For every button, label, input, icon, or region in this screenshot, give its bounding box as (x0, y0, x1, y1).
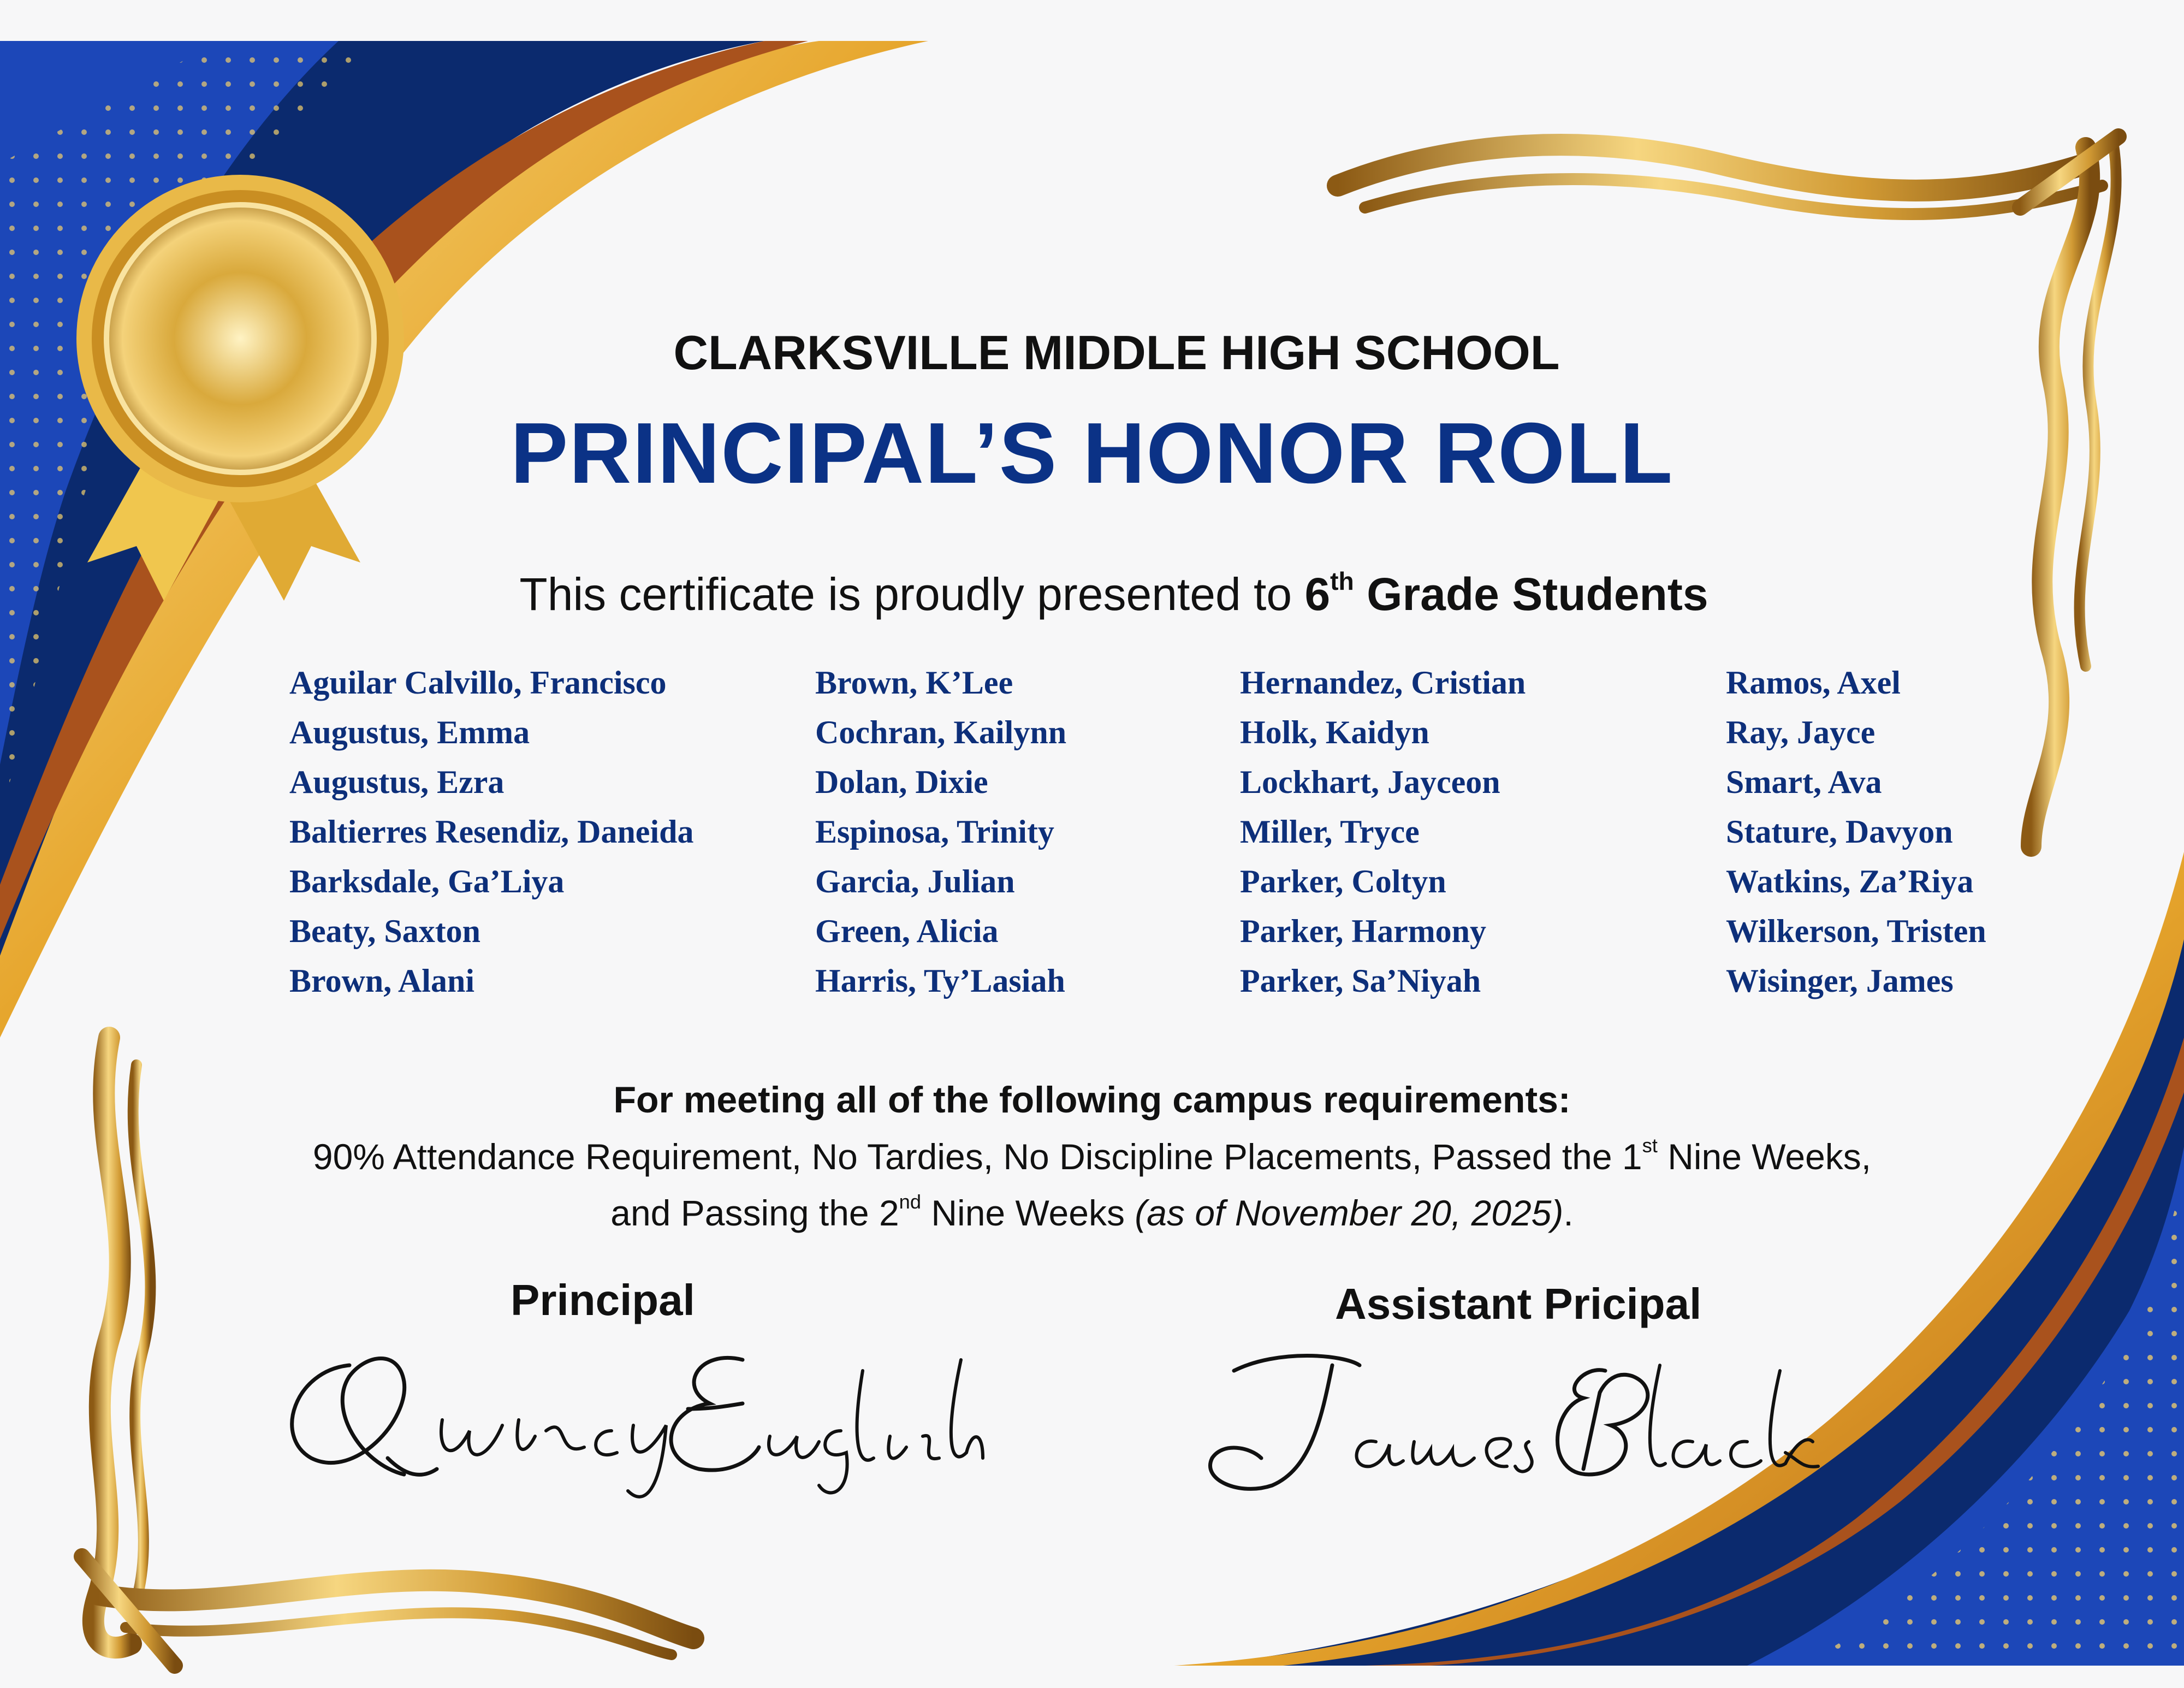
ordinal-suffix: nd (899, 1191, 922, 1213)
requirements-heading: For meeting all of the following campus requirements: (613, 1079, 1571, 1121)
student-name: Cochran, Kailynn (815, 714, 1067, 750)
requirements-period: . (1563, 1193, 1574, 1233)
student-name: Holk, Kaidyn (1240, 714, 1429, 750)
student-name: Espinosa, Trinity (815, 814, 1054, 850)
requirements-date: (as of November 20, 2025) (1135, 1193, 1564, 1233)
assistant-principal-role: Assistant Pricipal (1335, 1280, 1702, 1328)
certificate-title: PRINCIPAL’S HONOR ROLL (510, 405, 1674, 501)
student-name: Baltierres Resendiz, Daneida (289, 814, 694, 850)
student-column-4 (1726, 658, 1986, 1006)
student-name: Stature, Davyon (1726, 814, 1953, 850)
student-name: Beaty, Saxton (289, 913, 481, 949)
student-name: Dolan, Dixie (815, 764, 988, 800)
student-name: Augustus, Emma (289, 714, 530, 750)
principal-signature (262, 1327, 988, 1507)
ordinal-suffix: st (1642, 1134, 1658, 1157)
presented-prefix: This certificate is proudly presented to (519, 568, 1305, 620)
student-name: Lockhart, Jayceon (1240, 764, 1500, 800)
student-name: Parker, Coltyn (1240, 863, 1446, 899)
student-name: Miller, Tryce (1240, 814, 1420, 850)
student-name: Wisinger, James (1726, 963, 1954, 999)
requirements-line-1-end: Nine Weeks, (1657, 1136, 1872, 1177)
student-name: Brown, K’Lee (815, 665, 1013, 701)
grade-suffix: th (1330, 567, 1354, 595)
presented-to-line (0, 568, 2184, 621)
student-column-1 (289, 658, 693, 1006)
grade-rest: Grade Students (1354, 568, 1708, 620)
student-name: Barksdale, Ga’Liya (289, 863, 565, 899)
student-name: Ramos, Axel (1726, 665, 1901, 701)
student-name: Watkins, Za’Riya (1726, 863, 1974, 899)
school-name: CLARKSVILLE MIDDLE HIGH SCHOOL (673, 325, 1560, 380)
requirements-line-2 (0, 1192, 2184, 1234)
student-name: Aguilar Calvillo, Francisco (289, 665, 667, 701)
student-name: Harris, Ty’Lasiah (815, 963, 1065, 999)
requirements-line-2-mid: Nine Weeks (921, 1193, 1135, 1233)
student-name: Wilkerson, Tristen (1726, 913, 1986, 949)
requirements-line-2-text: and Passing the 2 (610, 1193, 899, 1233)
grade-number: 6 (1304, 568, 1331, 620)
student-name: Ray, Jayce (1726, 714, 1876, 750)
student-name: Green, Alicia (815, 913, 999, 949)
grade-label (1304, 568, 1708, 620)
student-name: Hernandez, Cristian (1240, 665, 1526, 701)
student-column-3 (1240, 658, 1526, 1006)
requirements-line-1-text: 90% Attendance Requirement, No Tardies, No Discipline Placements, Passed the 1 (312, 1136, 1642, 1177)
principal-role: Principal (511, 1276, 695, 1324)
student-name: Augustus, Ezra (289, 764, 505, 800)
student-name: Parker, Harmony (1240, 913, 1487, 949)
student-name: Garcia, Julian (815, 863, 1015, 899)
requirements-line-1 (0, 1136, 2184, 1177)
student-name: Brown, Alani (289, 963, 474, 999)
student-name: Smart, Ava (1726, 764, 1882, 800)
assistant-principal-signature (1168, 1332, 1824, 1513)
student-column-2 (815, 658, 1066, 1006)
student-name: Parker, Sa’Niyah (1240, 963, 1481, 999)
